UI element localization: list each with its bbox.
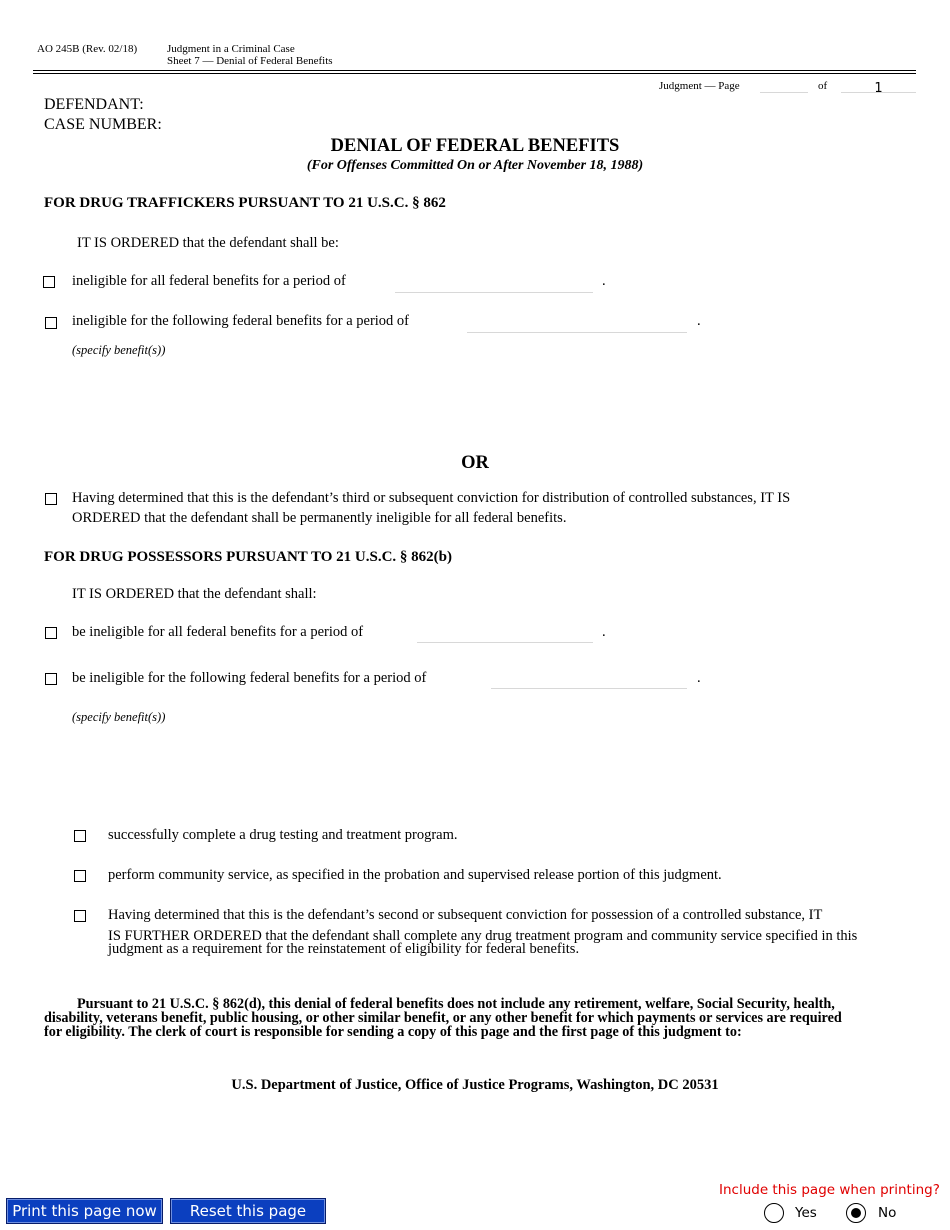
notice-line2: disability, veterans benefit, public housing, or other similar benefit, or any other benefit for which payments or services are required <box>44 1010 842 1026</box>
header-rule-bottom <box>33 73 916 74</box>
trafficker-specific-benefits-period-field[interactable] <box>467 316 687 333</box>
period-mark: . <box>697 670 701 686</box>
trafficker-all-benefits-period-field[interactable] <box>395 276 593 293</box>
reset-page-button[interactable]: Reset this page <box>170 1198 326 1224</box>
header-rule-top <box>33 70 916 71</box>
form-title: Judgment in a Criminal Case <box>167 43 295 55</box>
period-mark: . <box>602 273 606 289</box>
second-conviction-checkbox[interactable] <box>74 910 86 922</box>
possessor-all-benefits-period-field[interactable] <box>417 626 593 643</box>
include-yes-label: Yes <box>795 1205 817 1221</box>
possessor-all-benefits-checkbox[interactable] <box>45 627 57 639</box>
traffickers-heading: FOR DRUG TRAFFICKERS PURSUANT TO 21 U.S.C. § 862 <box>44 195 446 211</box>
page-number-field[interactable] <box>760 79 808 93</box>
drug-testing-checkbox[interactable] <box>74 830 86 842</box>
possessor-specific-benefits-label: be ineligible for the following federal benefits for a period of <box>72 670 427 686</box>
drug-testing-label: successfully complete a drug testing and treatment program. <box>108 827 458 843</box>
community-service-checkbox[interactable] <box>74 870 86 882</box>
page-label: Judgment — Page <box>659 80 740 92</box>
period-mark: . <box>602 624 606 640</box>
page-subtitle: (For Offenses Committed On or After November 18, 1988) <box>306 158 644 173</box>
period-mark: . <box>697 313 701 329</box>
trafficker-permanent-line2: ORDERED that the defendant shall be permanently ineligible for all federal benefits. <box>72 510 567 526</box>
second-conviction-line1: Having determined that this is the defendant’s second or subsequent conviction for possession of a controlled substance, IT <box>108 907 823 923</box>
possessor-specific-benefits-period-field[interactable] <box>491 672 687 689</box>
trafficker-permanent-checkbox[interactable] <box>45 493 57 505</box>
include-no-label: No <box>878 1205 897 1221</box>
possessors-heading: FOR DRUG POSSESSORS PURSUANT TO 21 U.S.C. § 862(b) <box>44 549 452 565</box>
total-pages-field[interactable] <box>841 79 916 96</box>
possessor-specify-benefits-hint: (specify benefit(s)) <box>72 710 166 724</box>
community-service-label: perform community service, as specified in the probation and supervised release portion of this judgment. <box>108 867 722 883</box>
traffickers-ordered: IT IS ORDERED that the defendant shall be: <box>77 235 339 251</box>
notice-line3: for eligibility. The clerk of court is responsible for sending a copy of this page and the first page of this judgment to: <box>44 1024 742 1040</box>
include-page-question: Include this page when printing? <box>719 1182 940 1198</box>
form-id: AO 245B (Rev. 02/18) <box>37 43 138 55</box>
trafficker-specific-benefits-label: ineligible for the following federal benefits for a period of <box>72 313 410 329</box>
possessor-all-benefits-label: be ineligible for all federal benefits for a period of <box>72 624 364 640</box>
doj-address: U.S. Department of Justice, Office of Justice Programs, Washington, DC 20531 <box>231 1077 719 1093</box>
sheet-label: Sheet 7 — Denial of Federal Benefits <box>167 55 333 67</box>
trafficker-specify-benefits-hint: (specify benefit(s)) <box>72 343 166 357</box>
selected-dot-icon <box>851 1208 861 1218</box>
trafficker-all-benefits-checkbox[interactable] <box>43 276 55 288</box>
second-conviction-line3: judgment as a requirement for the reinstatement of eligibility for federal benefits. <box>108 941 580 957</box>
trafficker-permanent-line1: Having determined that this is the defendant’s third or subsequent conviction for distribution of controlled substances, IT IS <box>72 490 791 506</box>
print-page-button[interactable]: Print this page now <box>6 1198 163 1224</box>
trafficker-all-benefits-label: ineligible for all federal benefits for a period of <box>72 273 346 289</box>
case-number-label: CASE NUMBER: <box>44 116 162 133</box>
trafficker-specific-benefits-checkbox[interactable] <box>45 317 57 329</box>
of-label: of <box>818 80 828 92</box>
page-title: DENIAL OF FEDERAL BENEFITS <box>330 136 620 156</box>
possessors-ordered: IT IS ORDERED that the defendant shall: <box>72 586 317 602</box>
possessor-specify-benefits-area[interactable] <box>72 729 912 809</box>
notice-line1: Pursuant to 21 U.S.C. § 862(d), this denial of federal benefits does not include any retirement, welfare, Social Security, health, <box>77 996 835 1012</box>
include-no-radio[interactable] <box>846 1203 866 1223</box>
total-pages-value: 1 <box>874 81 883 96</box>
include-yes-radio[interactable] <box>764 1203 784 1223</box>
defendant-label: DEFENDANT: <box>44 96 144 113</box>
second-conviction-line2: IS FURTHER ORDERED that the defendant shall complete any drug treatment program and community service specified in this <box>108 928 858 944</box>
possessor-specific-benefits-checkbox[interactable] <box>45 673 57 685</box>
trafficker-specify-benefits-area[interactable] <box>72 362 912 432</box>
or-divider: OR <box>461 453 489 473</box>
